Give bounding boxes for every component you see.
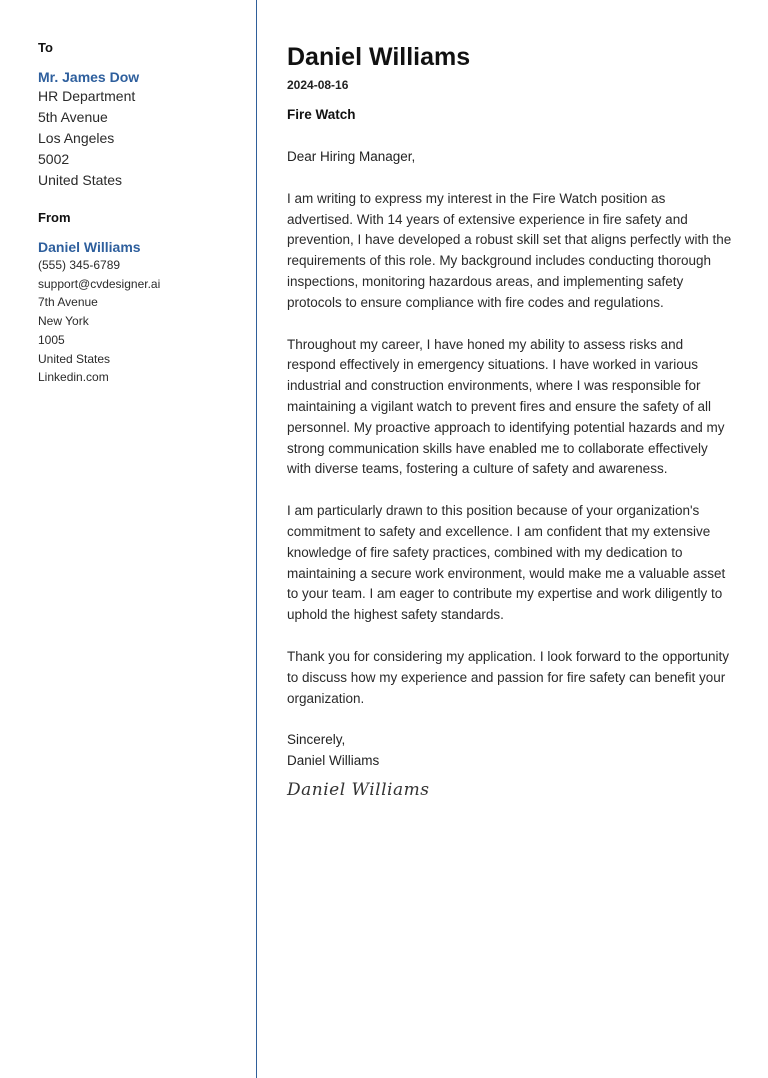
to-section-title: To <box>38 40 53 55</box>
recipient-street: 5th Avenue <box>38 109 108 125</box>
sender-phone: (555) 345-6789 <box>38 258 121 272</box>
closing-salutation: Sincerely, <box>287 732 346 748</box>
paragraph-3: I am particularly drawn to this position because of your organization's commitment to safety and excellence. I am confident that my extensive knowledge of fire safety practices, combined with my dedication to maintaining a secure work environment, would make me a valuable asset to your team. I am eager to contribute my expertise and work diligently to uphold the highest safety standards. <box>287 503 726 623</box>
signature: Daniel Williams <box>287 779 430 800</box>
closing-block <box>287 730 732 772</box>
letter-date: 2024-08-16 <box>287 78 349 92</box>
sender-city: New York <box>38 314 89 329</box>
recipient-zip: 5002 <box>38 151 70 167</box>
from-section-title: From <box>38 210 71 225</box>
sender-country: United States <box>38 351 111 366</box>
contact-block <box>38 40 248 387</box>
sender-email: support@cvdesigner.ai <box>38 276 161 291</box>
recipient-name: Mr. James Dow <box>38 69 140 85</box>
paragraph-2: Throughout my career, I have honed my ability to assess risks and respond effectively in emergency situations. I have worked in various industrial and construction environments, where I was responsible for maintaining a vigilant watch to prevent fires and ensure the safety of all personnel. My proactive approach to identifying potential hazards and my strong communication skills have enabled me to collaborate effectively with diverse teams, fostering a culture of safety and awareness. <box>287 336 725 477</box>
paragraph-1: I am writing to express my interest in the Fire Watch position as advertised. With 14 years of extensive experience in fire safety and prevention, I have developed a robust skill set that aligns perfectly with the requirements of this role. My background includes conducting thorough inspections, monitoring hazardous areas, and implementing safety protocols to ensure compliance with fire codes and regulations. <box>287 190 732 310</box>
letter-body <box>287 42 732 800</box>
closing-name: Daniel Williams <box>287 753 380 769</box>
recipient-country: United States <box>38 172 123 188</box>
sidebar <box>0 0 257 1078</box>
sender-linkedin: Linkedin.com <box>38 370 109 385</box>
job-position: Fire Watch <box>287 107 356 122</box>
sender-zip: 1005 <box>38 332 65 347</box>
sender-street: 7th Avenue <box>38 295 98 310</box>
recipient-city: Los Angeles <box>38 130 115 146</box>
letter-author-name: Daniel Williams <box>287 43 471 71</box>
sender-name: Daniel Williams <box>38 239 141 255</box>
greeting: Dear Hiring Manager, <box>287 149 416 164</box>
paragraph-4: Thank you for considering my application. I look forward to the opportunity to discuss how my experience and passion for fire safety can benefit your organization. <box>287 648 729 706</box>
recipient-department: HR Department <box>38 88 136 104</box>
